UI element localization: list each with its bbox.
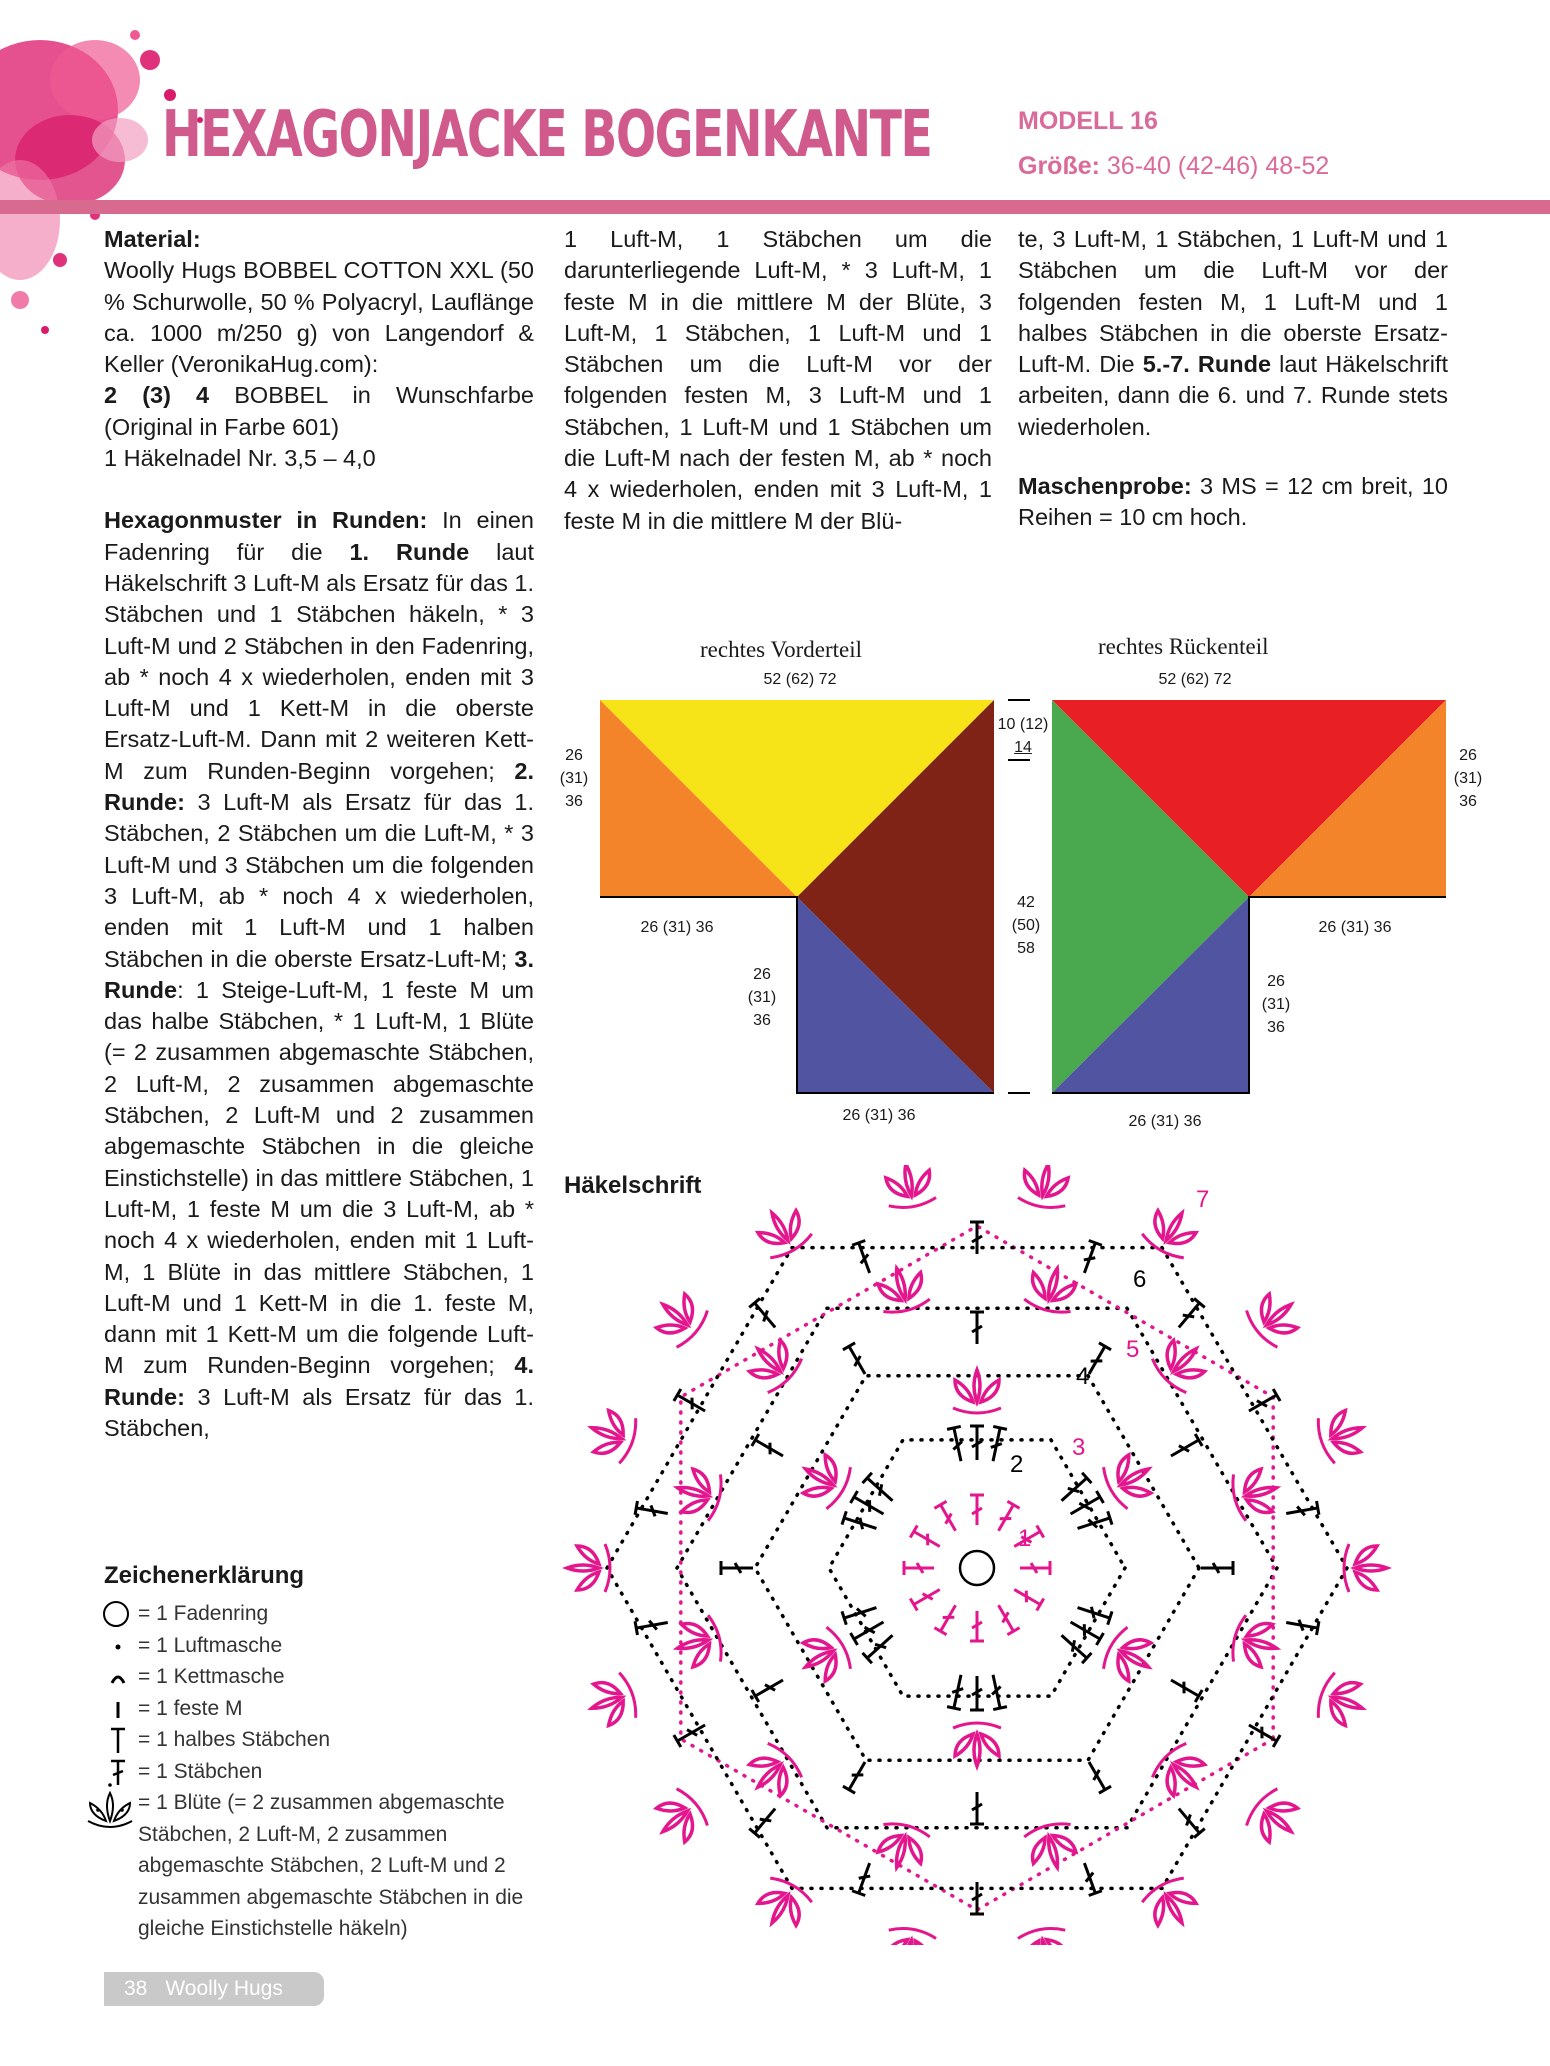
hex-text-3: 3 Luft-M als Ersatz für das 1. Stäbchen, 2 Stäbchen um die Luft-M, * 3 Luft-M und 3 Stäbchen um die folgenden 3 Luft-M, ab * noch 4 x wiederholen, enden mit 1 Luft-M und 1 halben Stäbchen in die oberste Ersatz-Luft-M;: [104, 789, 534, 972]
round-4-stitch: [1167, 1434, 1202, 1462]
round-4-label: 4. Runde:: [104, 1352, 534, 1410]
round-number-5: 5: [1126, 1336, 1140, 1363]
round-4-stitch: [752, 1434, 787, 1462]
round-7-flower: [1314, 1671, 1371, 1731]
round-7-flower: [567, 1544, 610, 1592]
back-width-label: 52 (62) 72: [1158, 671, 1232, 688]
round-3-flower: [1099, 1625, 1160, 1688]
front-piece-label: rechtes Vorderteil: [700, 637, 863, 662]
legend-text: = 1 Blüte (= 2 zusammen abgemaschte Stäbchen, 2 Luft-M, 2 zusammen abgemaschte Stäbchen, 2 Luft-M und 2 zusammen abgemaschte Stäbchen in die gleiche Einstichstelle häkeln): [138, 1791, 524, 1940]
round-7-flower: [647, 1786, 711, 1850]
round-6-stitch: [1285, 1501, 1319, 1520]
round-4-stitch: [843, 1758, 871, 1793]
gauge-line: [1018, 471, 1448, 534]
round-number-7: 7: [1196, 1186, 1210, 1213]
round-1-label: 1. Runde: [349, 538, 470, 565]
front-height-label: 26 (31) 36: [559, 747, 589, 810]
legend-text: = 1 feste M: [138, 1696, 243, 1720]
half-double-symbol-icon: [80, 1724, 140, 1755]
back-bottom-label: 26 (31) 36: [1128, 1113, 1202, 1130]
round-number-2: 2: [1010, 1451, 1024, 1478]
hex-text-1: In einen Fadenring für die: [104, 507, 534, 565]
col3-text-1: te, 3 Luft-M, 1 Stäbchen, 1 Luft-M und 1 Stäbchen um die Luft-M vor der folgenden festen M, 1 Luft-M und 1 halbes Stäbchen in die oberste Ersatz-Luft-M. Die: [1018, 226, 1448, 378]
needle-line: 1 Häkelnadel Nr. 3,5 – 4,0: [104, 445, 376, 472]
legend-item-dc: [80, 1756, 560, 1788]
round-1-stitch: [904, 1561, 934, 1575]
crochet-chart: [560, 1165, 1420, 1945]
round-7-flower: [584, 1671, 641, 1731]
round-1-stitch: [934, 1501, 961, 1534]
page-number: 38: [124, 1977, 148, 2000]
round-7-flower: [1243, 1786, 1307, 1850]
round-1-stitch: [910, 1583, 943, 1610]
single-crochet-symbol-icon: [80, 1693, 140, 1724]
round-4-stitch: [752, 1674, 787, 1702]
round-2-stitch: [970, 1426, 984, 1460]
round-1-stitch: [1011, 1583, 1044, 1610]
hexagon-instructions: [104, 505, 534, 1444]
column-1: [104, 224, 534, 1444]
round-1-stitch: [910, 1525, 943, 1552]
material-heading: Material:: [104, 226, 201, 252]
hex-text-2: laut Häkelschrift 3 Luft-M als Ersatz für das 1. Stäbchen und 1 Stäbchen häkeln, * 3 Luft-M und 2 Stäbchen in den Fadenring, ab * noch 4 x wiederholen, enden mit 3 Luft-M und 1 Kett-M in die oberste Ersatz-Luft-M. Dann mit 2 weiteren Kett-M zum Runden-Beginn vorgehen;: [104, 538, 535, 784]
page-title: HEXAGONJACKE BOGENKANTE: [162, 98, 932, 172]
round-7-flower: [1314, 1405, 1371, 1465]
size-label: Größe:: [1018, 152, 1100, 180]
legend-title: Zeichenerklärung: [104, 1562, 305, 1589]
round-5-flower: [1023, 1262, 1080, 1316]
back-shoulder-label: 26 (31) 36: [1318, 919, 1392, 936]
front-width-label: 52 (62) 72: [763, 671, 837, 688]
hex-text-4: : 1 Steige-Luft-M, 1 feste M um das halbe Stäbchen, * 1 Luft-M, 1 Blüte (= 2 zusammen abgemaschte Stäbchen, 2 Luft-M, 2 zusammen abgemaschte Stäbchen, 2 Luft-M und 2 zusammen abgemaschte Stäbchen in die gleiche Einstichstelle) in das mittlere Stäbchen, 1 Luft-M, 1 feste M um die 3 Luft-M, ab * noch 4 x wiederholen, enden mit 1 Luft-M, 1 Blüte in das mittlere Stäbchen, 1 Luft-M und 1 Kett-M in die 1. feste M, dann mit 1 Kett-M um die folgende Luft-M zum Runden-Beginn vorgehen;: [104, 976, 534, 1379]
round-7-flower: [1140, 1874, 1203, 1935]
round-6-stitch: [749, 1804, 780, 1838]
round-7-flower: [584, 1405, 641, 1465]
header-rule: [0, 200, 1550, 214]
round-5-flower: [1023, 1820, 1080, 1874]
round-7-flower: [647, 1286, 711, 1350]
material-text: Woolly Hugs BOBBEL COTTON XXL (50 % Schurwolle, 50 % Polyacryl, Lauflänge ca. 1000 m/250 g) von Langendorf & Keller (VeronikaHug.com):: [104, 257, 534, 378]
page-footer: [104, 1972, 324, 2006]
round-6-stitch: [1285, 1616, 1319, 1635]
size-info: [1018, 152, 1329, 181]
round-2-label: 2. Runde:: [104, 757, 534, 816]
flower-symbol-icon: [80, 1775, 140, 1835]
round-5-flower: [1229, 1614, 1283, 1671]
legend-text: = 1 Kettmasche: [138, 1665, 285, 1688]
neck-depth-label: 10 (12) 14: [997, 716, 1049, 756]
round-4-stitch: [1201, 1561, 1233, 1575]
legend-item-slip: [80, 1661, 560, 1693]
round-6-stitch: [1173, 1298, 1204, 1332]
size-value: 36-40 (42-46) 48-52: [1106, 152, 1330, 180]
round-7-flower: [882, 1165, 937, 1211]
legend-text: = 1 Fadenring: [138, 1602, 269, 1625]
round-5-flower: [741, 1740, 805, 1804]
round-7-flower: [1140, 1201, 1203, 1262]
legend-item-sc: [80, 1693, 560, 1725]
round-number-4: 4: [1076, 1363, 1090, 1390]
back-height-label: 26 (31) 36: [1453, 747, 1483, 810]
magic-ring-symbol: [960, 1551, 994, 1585]
round-6-stitch: [852, 1240, 876, 1275]
round-2-stitch: [851, 1616, 887, 1645]
hexagon-heading: Hexagonmuster in Runden:: [104, 507, 428, 534]
legend-item-ring: [80, 1598, 560, 1630]
front-bottom-label: 26 (31) 36: [842, 1107, 916, 1124]
legend: [80, 1598, 560, 1945]
round-number-3: 3: [1072, 1434, 1086, 1461]
round-6-stitch: [852, 1861, 876, 1896]
round-1-stitch: [1020, 1561, 1050, 1575]
round-7-flower: [1243, 1286, 1307, 1350]
round-3-flower: [794, 1625, 855, 1688]
round-7-flower: [751, 1874, 814, 1935]
round-2-stitch: [1067, 1491, 1103, 1520]
back-sleeve-label: 26 (31) 36: [1261, 973, 1291, 1036]
round-4-stitch: [970, 1312, 984, 1344]
legend-text: = 1 halbes Stäbchen: [138, 1728, 331, 1751]
gauge-text: 3 MS = 12 cm breit, 10 Reihen = 10 cm hoch.: [1018, 473, 1448, 531]
bobbel-count: 2 (3) 4: [104, 382, 210, 409]
column-2-text: 1 Luft-M, 1 Stäbchen um die darunterliegende Luft-M, * 3 Luft-M, 1 feste M in die mittlere M der Blüte, 3 Luft-M, 1 Stäbchen, 1 Luft-M und 1 Stäbchen um die Luft-M vor der folgenden festen M, 3 Luft-M und 1 Stäbchen, 1 Luft-M und 1 Stäbchen um die Luft-M nach der festen M, ab * noch 4 x wiederholen, enden mit 3 Luft-M, 1 feste M in die mittlere M der Blü-: [564, 226, 992, 534]
round-1-stitch: [992, 1501, 1019, 1534]
round-4-stitch: [1083, 1758, 1111, 1793]
bobbel-text: BOBBEL in Wunschfarbe (Original in Farbe 601): [104, 382, 534, 440]
round-number-6: 6: [1133, 1266, 1147, 1293]
hex-text-5: 3 Luft-M als Ersatz für das 1. Stäbchen,: [104, 1383, 534, 1441]
back-piece-label: rechtes Rückenteil: [1098, 634, 1269, 659]
round-3-flower: [794, 1448, 855, 1511]
round-7-flower: [751, 1201, 814, 1262]
round-7-flower: [1017, 1165, 1072, 1211]
round-7-flower: [1017, 1925, 1072, 1945]
ring-symbol-icon: [80, 1598, 140, 1629]
model-number: MODELL 16: [1018, 107, 1158, 135]
round-5-flower: [1149, 1740, 1213, 1804]
round-5-7-label: 5.-7. Runde: [1142, 351, 1272, 378]
round-2-stitch: [986, 1673, 1007, 1709]
round-7-flower: [1344, 1544, 1387, 1592]
round-1-stitch: [934, 1602, 961, 1635]
round-7-flower: [882, 1925, 937, 1945]
col3-text-2: laut Häkelschrift arbeiten, dann die 6. und 7. Runde stets wiederholen.: [1018, 351, 1448, 440]
round-5-flower: [1229, 1465, 1283, 1522]
slip-stitch-symbol-icon: [80, 1661, 140, 1692]
round-2-stitch: [842, 1511, 879, 1535]
round-2-stitch: [947, 1426, 968, 1462]
column-2: [564, 224, 992, 537]
column-3: [1018, 224, 1448, 534]
gauge-heading: Maschenprobe:: [1018, 473, 1192, 500]
round-1-stitch: [970, 1495, 984, 1525]
legend-item-hdc: [80, 1724, 560, 1756]
round-2-stitch: [1057, 1630, 1092, 1663]
round-1-stitch: [992, 1602, 1019, 1635]
round-2-stitch: [986, 1426, 1007, 1462]
round-1-stitch: [970, 1611, 984, 1641]
legend-item-chain: [80, 1630, 560, 1662]
round-4-stitch: [843, 1343, 871, 1378]
legend-item-flower: [80, 1787, 560, 1945]
bobbel-line: [104, 380, 534, 443]
round-4-stitch: [1167, 1674, 1202, 1702]
round-2-stitch: [947, 1673, 968, 1709]
round-4-stitch: [721, 1561, 753, 1575]
round-3-flower: [1099, 1448, 1160, 1511]
legend-text: = 1 Stäbchen: [138, 1759, 263, 1783]
round-2-stitch: [1075, 1511, 1112, 1535]
round-6-stitch: [635, 1616, 669, 1635]
round-5-flower: [1149, 1332, 1213, 1396]
round-3-label: 3. Runde: [104, 945, 534, 1003]
column-3-text: [1018, 224, 1448, 443]
round-2-stitch: [851, 1491, 887, 1520]
round-6-stitch: [1078, 1240, 1102, 1275]
chart-heading: Häkelschrift: [564, 1172, 702, 1199]
footer-brand: Woolly Hugs: [165, 1977, 283, 2000]
round-2-stitch: [970, 1676, 984, 1710]
chain-symbol-icon: [80, 1630, 140, 1661]
front-shoulder-label: 26 (31) 36: [640, 919, 714, 936]
round-5-flower: [741, 1332, 805, 1396]
legend-text: = 1 Luftmasche: [138, 1633, 283, 1657]
round-4-stitch: [970, 1792, 984, 1824]
front-sleeve-label: 26 (31) 36: [747, 966, 777, 1029]
round-number-1: 1: [1018, 1525, 1032, 1552]
body-length-label: 42 (50) 58: [1011, 894, 1041, 957]
round-6-stitch: [1078, 1861, 1102, 1896]
round-6-stitch: [635, 1501, 669, 1520]
round-2-stitch: [1067, 1616, 1103, 1645]
